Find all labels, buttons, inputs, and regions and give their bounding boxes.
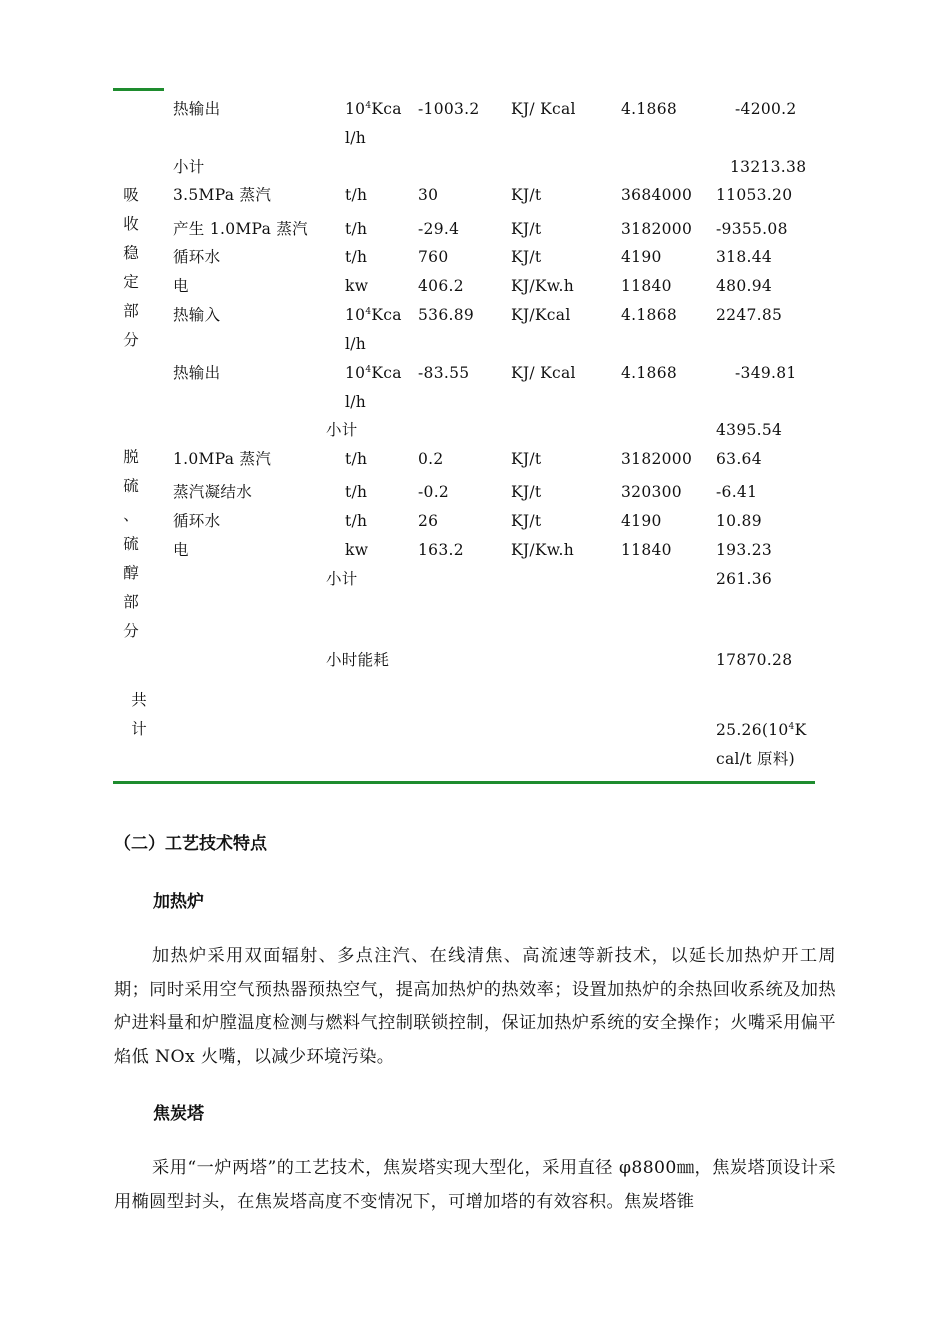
conv-unit: KJ/ Kcal <box>511 100 576 118</box>
item-name: 1.0MPa 蒸汽 <box>173 450 272 468</box>
factor: 4.1868 <box>621 100 678 118</box>
subtotal-label: 小计 <box>326 570 358 588</box>
item-name: 热输入 <box>173 306 221 324</box>
item-name: 循环水 <box>173 248 221 266</box>
factor: 4190 <box>621 248 662 266</box>
subtotal-energy: 4395.54 <box>716 421 783 439</box>
conv-unit: KJ/Kw.h <box>511 277 575 295</box>
table-bottom-rule <box>113 781 815 784</box>
factor: 3182000 <box>621 220 693 238</box>
quantity: -83.55 <box>418 364 470 382</box>
item-name: 蒸汽凝结水 <box>173 483 253 501</box>
quantity: 760 <box>418 248 449 266</box>
subsection-heading-coke-drum: 焦炭塔 <box>153 1104 204 1124</box>
factor: 4190 <box>621 512 662 530</box>
item-name: 电 <box>173 541 189 559</box>
section-heading: （二）工艺技术特点 <box>114 834 267 854</box>
conv-unit: KJ/ Kcal <box>511 364 576 382</box>
factor: 3182000 <box>621 450 693 468</box>
item-name: 产生 1.0MPa 蒸汽 <box>173 220 308 238</box>
subtotal-label: 小计 <box>326 421 358 439</box>
quantity: 26 <box>418 512 439 530</box>
unit: t/h <box>345 220 368 238</box>
unit: kw <box>345 277 369 295</box>
quantity: -1003.2 <box>418 100 480 118</box>
unit: t/h <box>345 450 368 468</box>
unit: t/h <box>345 186 368 204</box>
total-energy-cont: cal/t 原料) <box>716 750 796 768</box>
energy: 318.44 <box>716 248 773 266</box>
paragraph-furnace: 加热炉采用双面辐射、多点注汽、在线清焦、高流速等新技术，以延长加热炉开工周期；同时采用空气预热器预热空气，提高加热炉的热效率；设置加热炉的余热回收系统及加热炉进料量和炉膛温度检测与燃料气控制联锁控制，保证加热炉系统的安全操作；火嘴采用偏平焰低 NOx 火嘴，以减少环境污染。 <box>114 946 836 1067</box>
factor: 4.1868 <box>621 306 678 324</box>
item-name: 电 <box>173 277 189 295</box>
conv-unit: KJ/t <box>511 512 542 530</box>
conv-unit: KJ/t <box>511 483 542 501</box>
quantity: 536.89 <box>418 306 475 324</box>
quantity: 0.2 <box>418 450 444 468</box>
conv-unit: KJ/Kw.h <box>511 541 575 559</box>
unit: t/h <box>345 483 368 501</box>
factor: 3684000 <box>621 186 693 204</box>
item-name: 循环水 <box>173 512 221 530</box>
conv-unit: KJ/Kcal <box>511 306 571 324</box>
hourly-label: 小时能耗 <box>326 651 390 669</box>
conv-unit: KJ/t <box>511 220 542 238</box>
total-label: 共 计 <box>131 691 147 738</box>
factor: 4.1868 <box>621 364 678 382</box>
unit-cont: l/h <box>345 129 367 147</box>
subtotal-energy: 13213.38 <box>730 158 807 176</box>
subsection-heading-furnace: 加热炉 <box>153 892 204 912</box>
unit: t/h <box>345 248 368 266</box>
unit-cont: l/h <box>345 335 367 353</box>
quantity: -29.4 <box>418 220 460 238</box>
conv-unit: KJ/t <box>511 450 542 468</box>
energy: 2247.85 <box>716 306 783 324</box>
energy: -9355.08 <box>716 220 788 238</box>
energy: 11053.20 <box>716 186 793 204</box>
unit: kw <box>345 541 369 559</box>
energy: -349.81 <box>735 364 797 382</box>
paragraph-coke-drum: 采用“一炉两塔”的工艺技术，焦炭塔实现大型化，采用直径 φ8800㎜，焦炭塔顶设计采用椭圆型封头，在焦炭塔高度不变情况下，可增加塔的有效容积。焦炭塔锥 <box>114 1158 836 1212</box>
conv-unit: KJ/t <box>511 186 542 204</box>
factor: 11840 <box>621 277 672 295</box>
quantity: 406.2 <box>418 277 464 295</box>
energy: 10.89 <box>716 512 762 530</box>
factor: 320300 <box>621 483 682 501</box>
subtotal-energy: 261.36 <box>716 570 773 588</box>
conv-unit: KJ/t <box>511 248 542 266</box>
table-top-rule <box>113 88 164 91</box>
hourly-energy: 17870.28 <box>716 651 793 669</box>
section-label-desulfurization: 脱 硫 、 硫 醇 部 分 <box>123 448 139 640</box>
section-label-absorption: 吸 收 稳 定 部 分 <box>123 186 139 349</box>
quantity: 163.2 <box>418 541 464 559</box>
unit: t/h <box>345 512 368 530</box>
quantity: 30 <box>418 186 439 204</box>
item-name: 热输出 <box>173 100 221 118</box>
energy: 480.94 <box>716 277 773 295</box>
item-name: 3.5MPa 蒸汽 <box>173 186 272 204</box>
energy: -4200.2 <box>735 100 797 118</box>
energy: -6.41 <box>716 483 758 501</box>
item-name: 热输出 <box>173 364 221 382</box>
subtotal-label: 小计 <box>173 158 205 176</box>
unit: $10^4Kca$ <box>345 100 402 118</box>
unit: $10^4Kca$ <box>345 364 402 382</box>
factor: 11840 <box>621 541 672 559</box>
energy: 193.23 <box>716 541 773 559</box>
quantity: -0.2 <box>418 483 450 501</box>
total-energy: $25.26(10^4K$ <box>716 721 807 739</box>
unit: $10^4Kca$ <box>345 306 402 324</box>
unit-cont: l/h <box>345 393 367 411</box>
energy: 63.64 <box>716 450 762 468</box>
